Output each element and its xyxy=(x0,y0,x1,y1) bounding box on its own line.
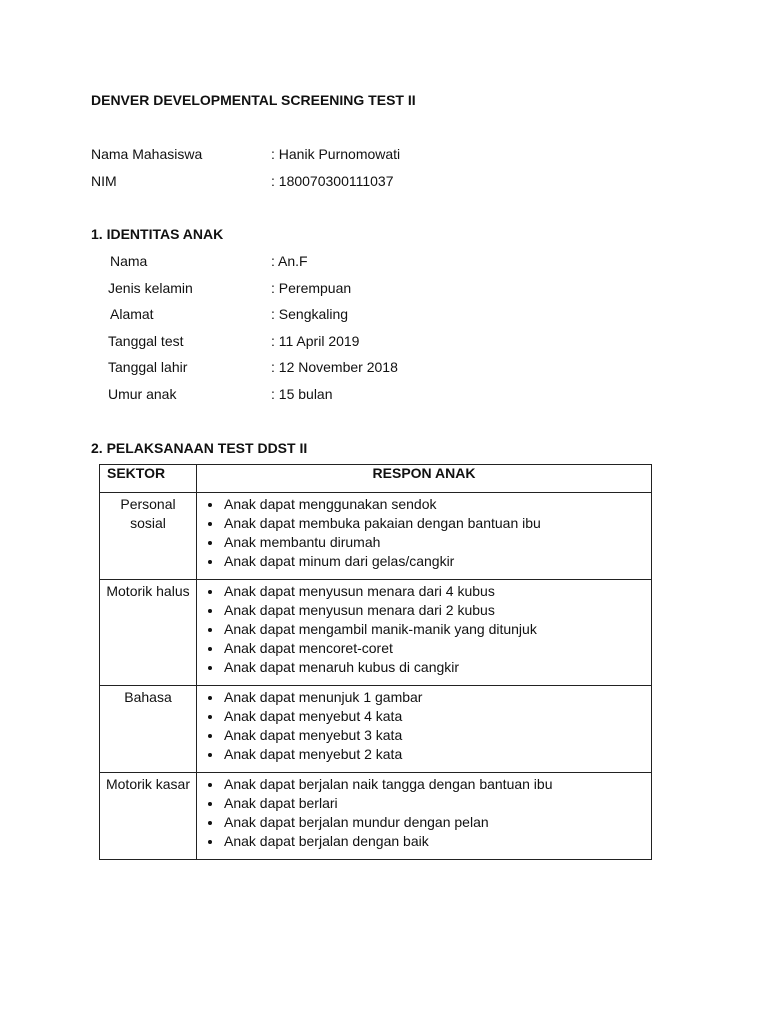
identity-value: : 15 bulan xyxy=(271,386,333,402)
respon-cell xyxy=(197,493,652,580)
section-pelaksanaan-heading: 2. PELAKSANAAN TEST DDST II xyxy=(91,440,308,456)
table-row xyxy=(100,686,652,773)
table-row xyxy=(100,493,652,580)
response-item: • Anak dapat mencoret-coret xyxy=(223,639,647,658)
identity-value: : 12 November 2018 xyxy=(271,359,398,375)
response-item: • Anak dapat minum dari gelas/cangkir xyxy=(223,552,647,571)
response-list xyxy=(197,495,647,571)
response-list xyxy=(197,688,647,764)
response-item: • Anak dapat berlari xyxy=(223,794,647,813)
document-title: DENVER DEVELOPMENTAL SCREENING TEST II xyxy=(91,92,416,108)
student-name-value: : Hanik Purnomowati xyxy=(271,146,401,162)
table-row xyxy=(100,580,652,686)
identity-label: Tanggal test xyxy=(108,333,184,349)
table-header-row xyxy=(100,465,652,493)
respon-cell xyxy=(197,580,652,686)
ddst-table xyxy=(99,464,652,860)
response-list xyxy=(197,582,647,677)
identity-value: : An.F xyxy=(271,253,308,269)
sektor-cell: Motorik kasar xyxy=(100,773,197,860)
response-item: • Anak membantu dirumah xyxy=(223,533,647,552)
response-item: • Anak dapat menyebut 4 kata xyxy=(223,707,647,726)
respon-cell xyxy=(197,773,652,860)
sektor-cell: Personal sosial xyxy=(100,493,197,580)
identity-value: : Perempuan xyxy=(271,280,352,296)
nim-value: : 180070300111037 xyxy=(271,173,394,189)
response-item: • Anak dapat berjalan mundur dengan pelan xyxy=(223,813,647,832)
response-item: • Anak dapat menyebut 2 kata xyxy=(223,745,647,764)
response-item: • Anak dapat menyusun menara dari 2 kubus xyxy=(223,601,647,620)
response-item: • Anak dapat menyusun menara dari 4 kubus xyxy=(223,582,647,601)
identity-value: : 11 April 2019 xyxy=(271,333,360,349)
response-item: • Anak dapat menaruh kubus di cangkir xyxy=(223,658,647,677)
response-item: • Anak dapat mengambil manik-manik yang ditunjuk xyxy=(223,620,647,639)
response-list xyxy=(197,775,647,851)
table-row xyxy=(100,773,652,860)
response-item: • Anak dapat menggunakan sendok xyxy=(223,495,647,514)
response-item: • Anak dapat membuka pakaian dengan bantuan ibu xyxy=(223,514,647,533)
identity-label: Tanggal lahir xyxy=(108,359,188,375)
nim-label: NIM xyxy=(91,173,117,189)
sektor-cell: Motorik halus xyxy=(100,580,197,686)
identity-label: Nama xyxy=(110,253,148,269)
identity-label: Umur anak xyxy=(108,386,177,402)
response-item: • Anak dapat berjalan naik tangga dengan bantuan ibu xyxy=(223,775,647,794)
column-header-respon: RESPON ANAK xyxy=(197,465,652,493)
section-identitas-heading: 1. IDENTITAS ANAK xyxy=(91,226,224,242)
student-name-label: Nama Mahasiswa xyxy=(91,146,203,162)
response-item: • Anak dapat menyebut 3 kata xyxy=(223,726,647,745)
column-header-sektor: SEKTOR xyxy=(100,465,197,493)
sektor-cell: Bahasa xyxy=(100,686,197,773)
respon-cell xyxy=(197,686,652,773)
response-item: • Anak dapat menunjuk 1 gambar xyxy=(223,688,647,707)
response-item: • Anak dapat berjalan dengan baik xyxy=(223,832,647,851)
identity-label: Alamat xyxy=(110,306,154,322)
identity-label: Jenis kelamin xyxy=(108,280,193,296)
identity-value: : Sengkaling xyxy=(271,306,349,322)
